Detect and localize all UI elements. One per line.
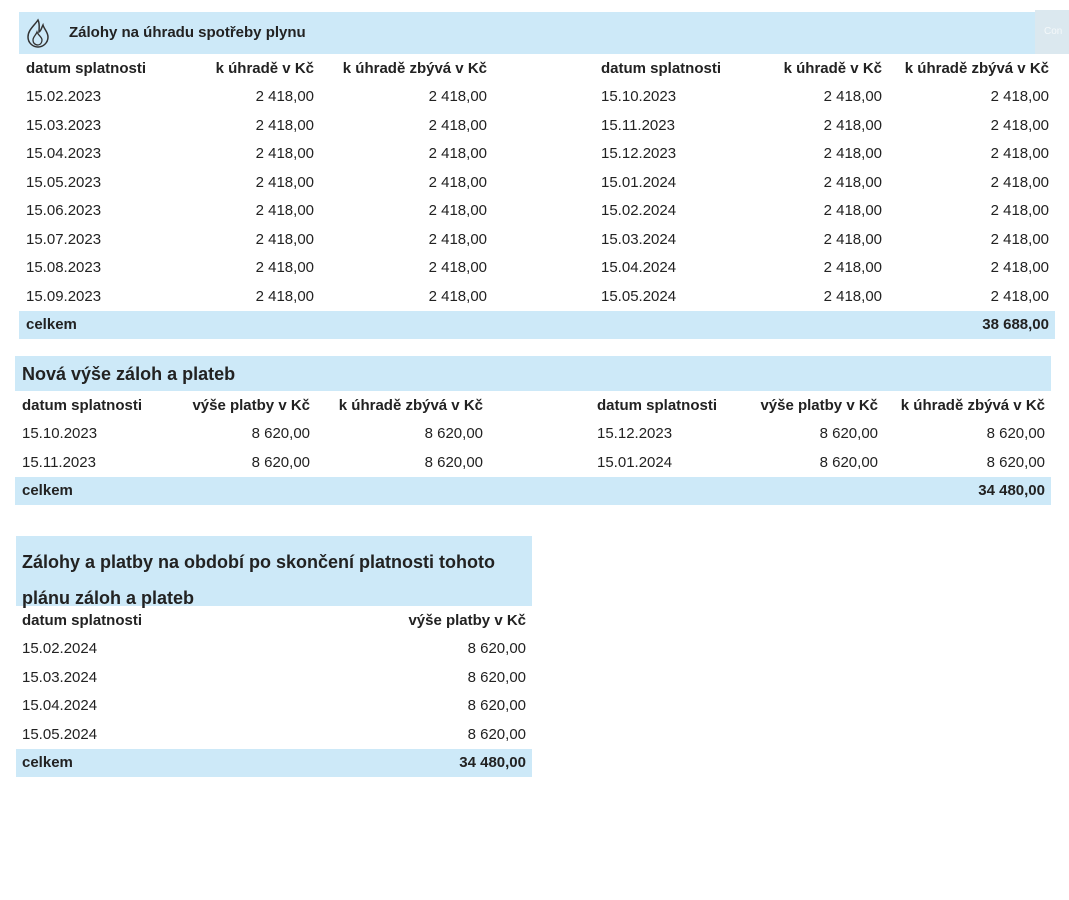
cell-date: 15.11.2023	[601, 116, 675, 134]
total-row	[19, 311, 1055, 340]
cell-remaining: 2 418,00	[428, 202, 487, 220]
table-row	[16, 663, 532, 692]
cell-amount: 2 418,00	[255, 287, 314, 305]
total-row	[15, 477, 1051, 506]
cell-amount: 2 418,00	[255, 88, 314, 106]
table-header-row	[15, 391, 1051, 420]
cell-remaining: 2 418,00	[990, 145, 1049, 163]
new-deposits-title: Nová výše záloh a plateb	[22, 364, 236, 384]
table-row	[19, 282, 1055, 311]
cell-date: 15.05.2024	[601, 287, 677, 305]
cell-remaining: 2 418,00	[990, 259, 1049, 277]
cell-amount: 8 620,00	[819, 425, 878, 443]
total-label: celkem	[19, 311, 169, 340]
column-header-due: k úhradě v Kč	[783, 59, 882, 77]
cell-date: 15.04.2024	[601, 259, 677, 277]
future-deposits-table	[16, 606, 532, 777]
cell-amount: 2 418,00	[823, 88, 882, 106]
cell-date: 15.12.2023	[597, 425, 673, 443]
column-header-payment: výše platby v Kč	[192, 396, 310, 414]
cell-spacer	[487, 168, 587, 197]
total-value: 38 688,00	[882, 311, 1055, 340]
cell-date: 15.01.2024	[597, 453, 673, 471]
column-header-date: datum splatnosti	[601, 59, 722, 77]
cell-amount: 8 620,00	[467, 725, 526, 743]
cell-remaining: 8 620,00	[424, 425, 483, 443]
cell-remaining: 2 418,00	[990, 88, 1049, 106]
cell-date: 15.12.2023	[601, 145, 677, 163]
cell-remaining: 2 418,00	[428, 259, 487, 277]
cell-remaining: 8 620,00	[986, 425, 1045, 443]
table-row	[19, 83, 1055, 112]
cell-remaining: 2 418,00	[428, 230, 487, 248]
total-label: celkem	[16, 749, 274, 778]
cell-spacer	[487, 111, 587, 140]
table-row	[16, 635, 532, 664]
cell-spacer	[487, 197, 587, 226]
cell-amount: 8 620,00	[467, 697, 526, 715]
column-header-payment: výše platby v Kč	[760, 396, 878, 414]
cell-date: 15.02.2024	[601, 202, 677, 220]
column-header-date: datum splatnosti	[22, 611, 143, 629]
table-row	[19, 168, 1055, 197]
cell-amount: 2 418,00	[823, 287, 882, 305]
column-header-date: datum splatnosti	[26, 59, 147, 77]
cell-date: 15.09.2023	[26, 287, 102, 305]
table-row	[19, 140, 1055, 169]
table-row	[15, 448, 1051, 477]
gas-deposits-title: Zálohy na úhradu spotřeby plynu	[69, 24, 306, 41]
cell-spacer	[483, 420, 583, 449]
cell-amount: 2 418,00	[255, 259, 314, 277]
cell-amount: 8 620,00	[819, 453, 878, 471]
table-row	[19, 225, 1055, 254]
cell-amount: 2 418,00	[255, 116, 314, 134]
cell-amount: 2 418,00	[823, 202, 882, 220]
column-header-remaining: k úhradě zbývá v Kč	[338, 396, 483, 414]
cell-date: 15.02.2023	[26, 88, 102, 106]
column-header-due: k úhradě v Kč	[215, 59, 314, 77]
future-deposits-title-bar	[16, 536, 532, 606]
cell-date: 15.11.2023	[22, 453, 96, 471]
cell-remaining: 2 418,00	[428, 173, 487, 191]
cell-date: 15.04.2024	[22, 697, 98, 715]
table-header-row	[16, 606, 532, 635]
cell-date: 15.03.2024	[601, 230, 677, 248]
new-deposits-title-bar	[15, 356, 1051, 391]
cell-remaining: 2 418,00	[428, 287, 487, 305]
new-deposits-table	[15, 391, 1051, 505]
column-header-remaining: k úhradě zbývá v Kč	[900, 396, 1045, 414]
column-spacer	[487, 54, 587, 83]
cell-date: 15.10.2023	[601, 88, 677, 106]
cell-date: 15.05.2023	[26, 173, 102, 191]
cell-amount: 2 418,00	[823, 116, 882, 134]
cell-remaining: 2 418,00	[428, 116, 487, 134]
column-spacer	[483, 391, 583, 420]
table-row	[19, 111, 1055, 140]
cell-amount: 8 620,00	[251, 425, 310, 443]
column-header-payment: výše platby v Kč	[408, 611, 526, 629]
cell-spacer	[483, 448, 583, 477]
cell-remaining: 2 418,00	[428, 145, 487, 163]
gas-deposits-title-bar	[19, 12, 1055, 54]
table-row	[15, 420, 1051, 449]
table-header-row	[19, 54, 1055, 83]
column-header-remaining: k úhradě zbývá v Kč	[342, 59, 487, 77]
cell-date: 15.04.2023	[26, 145, 102, 163]
cell-amount: 2 418,00	[255, 173, 314, 191]
cell-remaining: 2 418,00	[428, 88, 487, 106]
cell-date: 15.03.2024	[22, 668, 98, 686]
corner-button[interactable]: Con	[1035, 10, 1069, 54]
future-deposits-title: Zálohy a platby na období po skončení platnosti tohoto plánu záloh a plateb	[22, 552, 496, 608]
cell-date: 15.03.2023	[26, 116, 102, 134]
cell-date: 15.07.2023	[26, 230, 102, 248]
cell-amount: 2 418,00	[255, 230, 314, 248]
flame-icon	[24, 18, 52, 48]
total-row	[16, 749, 532, 778]
column-header-date: datum splatnosti	[597, 396, 718, 414]
total-label: celkem	[15, 477, 165, 506]
cell-remaining: 2 418,00	[990, 173, 1049, 191]
cell-date: 15.06.2023	[26, 202, 102, 220]
cell-date: 15.05.2024	[22, 725, 98, 743]
cell-amount: 8 620,00	[467, 668, 526, 686]
table-row	[16, 720, 532, 749]
cell-date: 15.02.2024	[22, 640, 98, 658]
cell-spacer	[487, 282, 587, 311]
column-header-remaining: k úhradě zbývá v Kč	[904, 59, 1049, 77]
cell-amount: 2 418,00	[255, 202, 314, 220]
cell-amount: 2 418,00	[823, 259, 882, 277]
cell-amount: 8 620,00	[251, 453, 310, 471]
cell-remaining: 2 418,00	[990, 287, 1049, 305]
cell-spacer	[487, 254, 587, 283]
cell-amount: 2 418,00	[823, 173, 882, 191]
table-row	[19, 197, 1055, 226]
gas-deposits-table	[19, 54, 1055, 339]
cell-date: 15.10.2023	[22, 425, 98, 443]
cell-spacer	[487, 83, 587, 112]
cell-remaining: 2 418,00	[990, 230, 1049, 248]
column-header-date: datum splatnosti	[22, 396, 143, 414]
cell-amount: 8 620,00	[467, 640, 526, 658]
table-row	[16, 692, 532, 721]
cell-remaining: 2 418,00	[990, 116, 1049, 134]
cell-amount: 2 418,00	[255, 145, 314, 163]
total-value: 34 480,00	[274, 749, 532, 778]
cell-amount: 2 418,00	[823, 230, 882, 248]
cell-date: 15.08.2023	[26, 259, 102, 277]
cell-amount: 2 418,00	[823, 145, 882, 163]
cell-spacer	[487, 140, 587, 169]
cell-remaining: 2 418,00	[990, 202, 1049, 220]
table-row	[19, 254, 1055, 283]
cell-spacer	[487, 225, 587, 254]
cell-remaining: 8 620,00	[424, 453, 483, 471]
cell-remaining: 8 620,00	[986, 453, 1045, 471]
total-value: 34 480,00	[878, 477, 1051, 506]
cell-date: 15.01.2024	[601, 173, 677, 191]
